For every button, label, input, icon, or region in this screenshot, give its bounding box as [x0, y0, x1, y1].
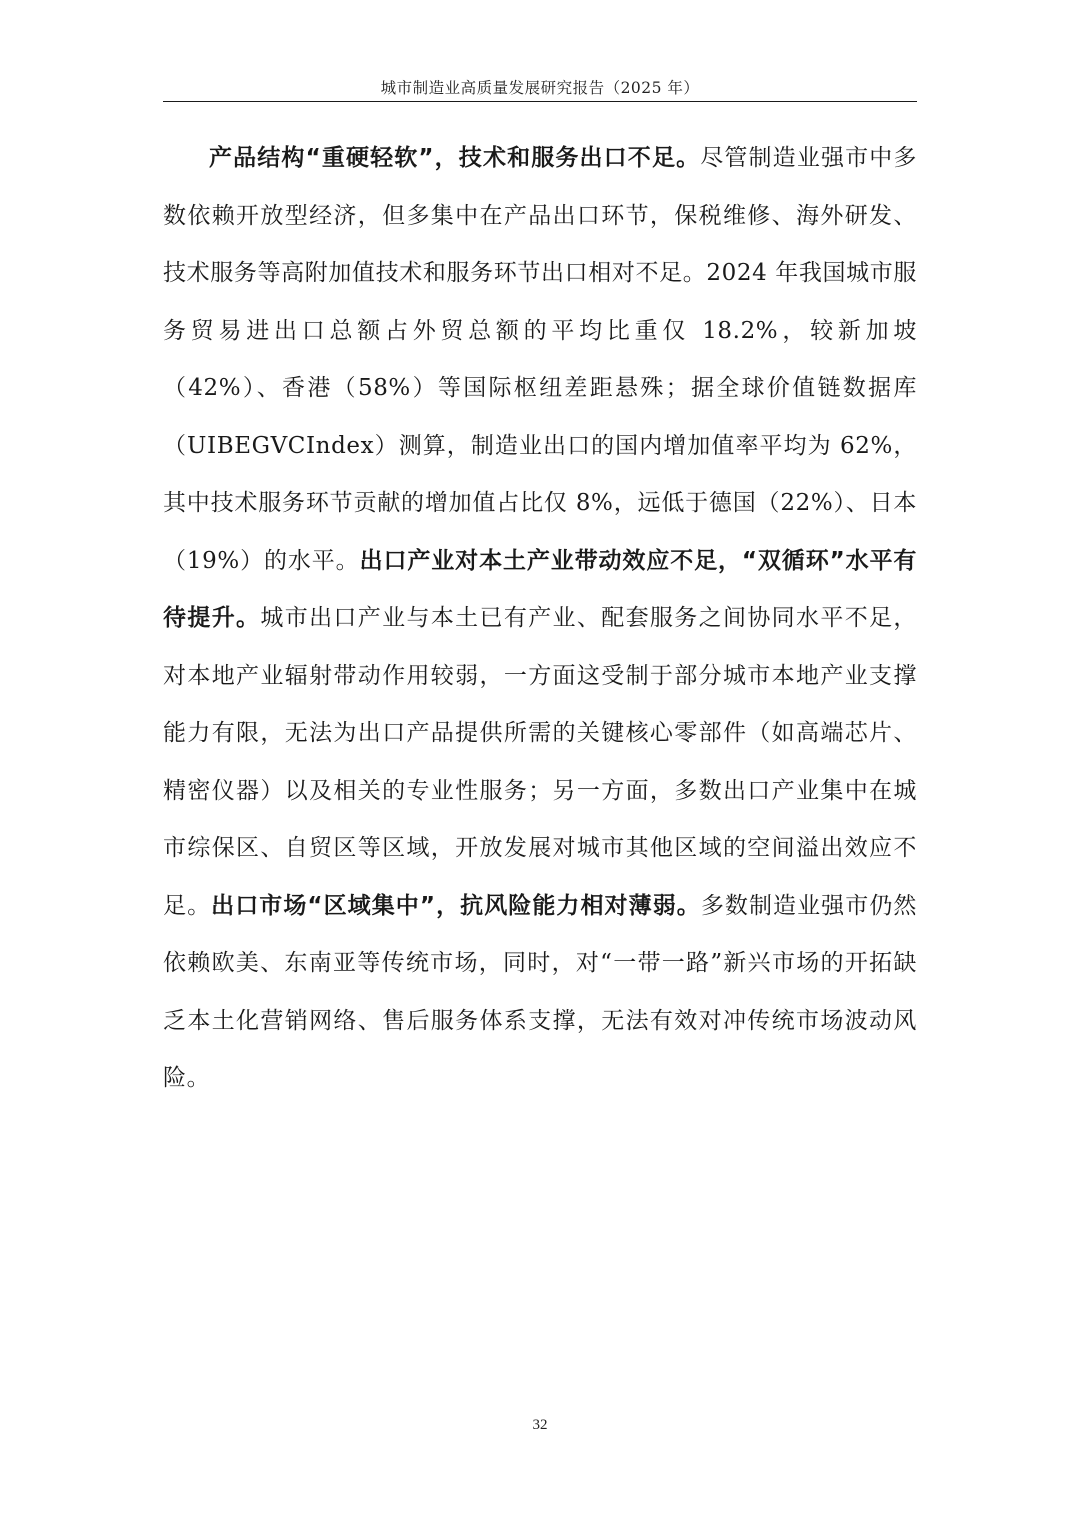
paragraph-text-export-market: 多数制造业强市仍然依赖欧美、东南亚等传统市场，同时，对“一带一路”新兴市场的开拓缺乏本土化营销网络、售后服务体系支撑，无法有效对冲传统市场波动风险。: [163, 892, 917, 1091]
body-paragraph: [163, 130, 917, 1108]
header-divider: [163, 101, 917, 102]
paragraph-text-export-industry: 城市出口产业与本土已有产业、配套服务之间协同水平不足，对本地产业辐射带动作用较弱，一方面这受制于部分城市本地产业支撑能力有限，无法为出口产品提供所需的关键核心零部件（如高端芯片、精密仪器）以及相关的专业性服务；另一方面，多数出口产业集中在城市综保区、自贸区等区域，开放发展对城市其他区域的空间溢出效应不足。: [163, 605, 917, 919]
bold-heading-product-structure: 产品结构“重硬轻软”，技术和服务出口不足。: [209, 145, 701, 171]
running-header: 城市制造业高质量发展研究报告（2025 年）: [380, 79, 700, 97]
bold-heading-export-industry: 出口产业对本土产业带动效应不足，“双循环”水平有待提升。: [163, 547, 917, 631]
page-number: 32: [532, 1417, 548, 1433]
bold-heading-export-market: 出口市场“区域集中”，抗风险能力相对薄弱。: [211, 892, 701, 919]
paragraph-text-product-structure: 尽管制造业强市中多数依赖开放型经济，但多集中在产品出口环节，保税维修、海外研发、技术服务等高附加值技术和服务环节出口相对不足。2024 年我国城市服务贸易进出口总额占外贸总额的平均比重仅 18.2%，较新加坡（42%）、香港（58%）等国际枢纽差距悬殊；据全球价值链数据库（UIBEGVCIndex）测算，制造业出口的国内增加值率平均为 62%，其中技术服务环节贡献的增加值占比仅 8%，远低于德国（22%）、日本（19%）的水平。: [163, 145, 917, 574]
